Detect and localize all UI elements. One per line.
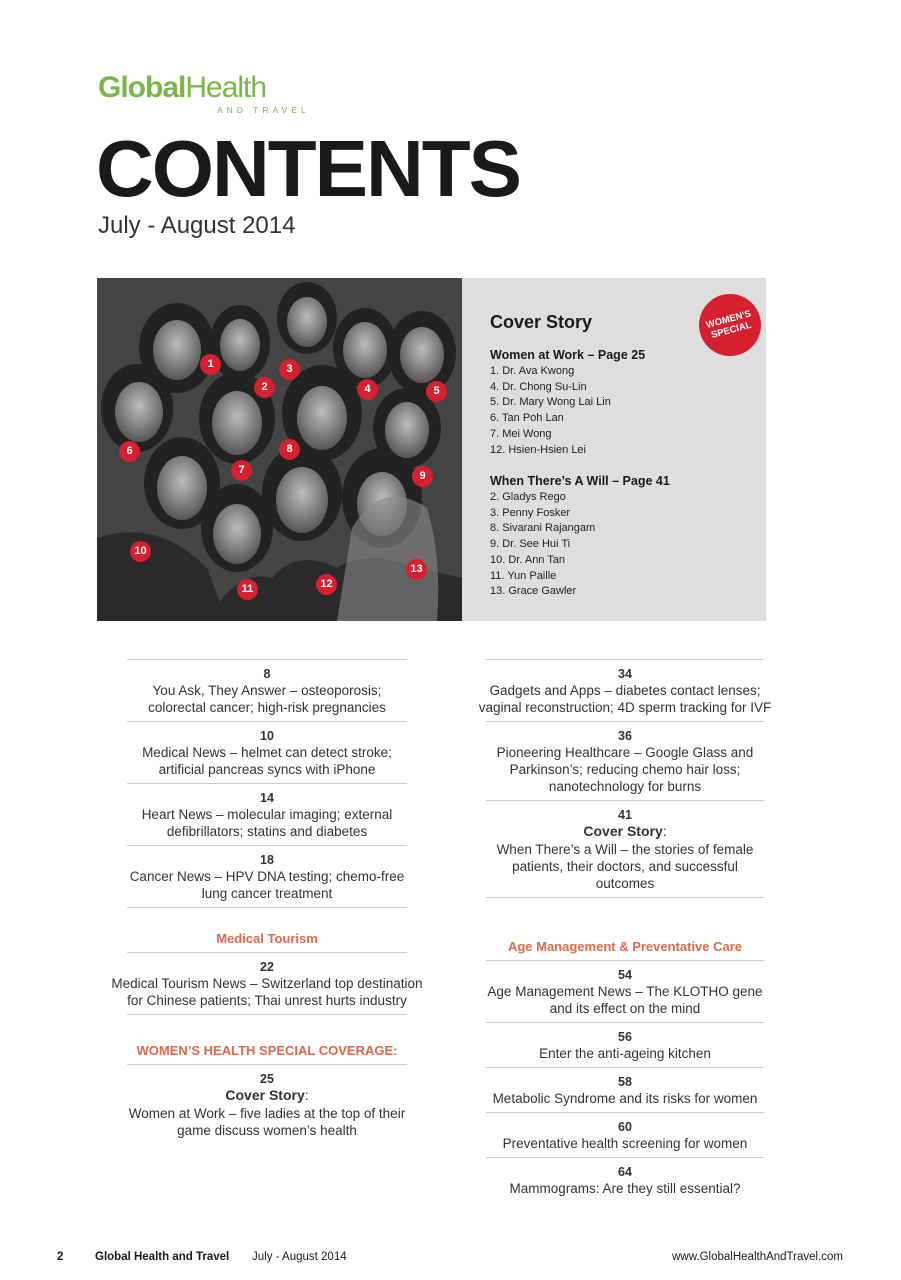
cover-story-block	[97, 278, 766, 621]
cover-photo	[97, 278, 462, 621]
page-number: 14	[260, 791, 274, 805]
entry-text: Mammograms: Are they still essential?	[509, 1181, 741, 1196]
cover-section-women-at-work: Women at Work – Page 25	[490, 348, 646, 362]
photo-marker-12: 12	[316, 574, 337, 595]
list-item: 11. Yun Paille	[490, 569, 557, 582]
list-item: 1. Dr. Ava Kwong	[490, 365, 575, 377]
list-item: 9. Dr. See Hui Ti	[490, 538, 571, 551]
list-item: 2. Gladys Rego	[490, 491, 566, 503]
photo-marker-7: 7	[231, 460, 252, 481]
list-item: 7. Mei Wong	[490, 427, 552, 440]
cover-story-heading: Cover Story	[490, 312, 593, 332]
toc-entry[interactable]	[127, 660, 407, 722]
entry-text: Metabolic Syndrome and its risks for women	[492, 1091, 758, 1106]
footer-page-number: 2	[57, 1251, 64, 1263]
toc-entry[interactable]	[486, 722, 764, 801]
page-number: 25	[260, 1072, 274, 1086]
toc-entry[interactable]	[486, 801, 764, 898]
toc-left-column	[127, 659, 407, 908]
section-heading: WOMEN’S HEALTH SPECIAL COVERAGE:	[127, 1041, 407, 1065]
photo-marker-9: 9	[412, 466, 433, 487]
footer-issue: July - August 2014	[252, 1251, 347, 1263]
colon: :	[304, 1087, 309, 1103]
entry-text: You Ask, They Answer – osteoporosis; colorectal cancer; high-risk pregnancies	[148, 683, 386, 715]
list-item: 12. Hsien-Hsien Lei	[490, 443, 586, 456]
page-number: 54	[618, 968, 632, 982]
womens-health-section	[127, 1041, 407, 1144]
issue-date: July - August 2014	[98, 212, 296, 239]
toc-entry[interactable]	[127, 784, 407, 846]
footer-url[interactable]: www.GlobalHealthAndTravel.com	[672, 1251, 843, 1263]
logo-subtitle: AND TRAVEL	[217, 105, 310, 115]
magazine-logo	[98, 71, 310, 115]
entry-text: Gadgets and Apps – diabetes contact lenses; vaginal reconstruction; 4D sperm tracking for IVF	[478, 683, 772, 715]
photo-marker-2: 2	[254, 377, 275, 398]
list-item: 13. Grace Gawler	[490, 585, 577, 598]
page-number: 36	[618, 729, 632, 743]
logo-brand-bold: Global	[98, 71, 186, 104]
list-item: 10. Dr. Ann Tan	[490, 553, 566, 566]
photo-marker-1: 1	[200, 354, 221, 375]
toc-right-column	[478, 659, 772, 898]
list-item: 3. Penny Fosker	[490, 506, 571, 519]
entry-text: Medical Tourism News – Switzerland top destination for Chinese patients; Thai unrest hurts industry	[111, 976, 423, 1008]
entry-text: Heart News – molecular imaging; external defibrillators; statins and diabetes	[141, 807, 393, 839]
photo-marker-3: 3	[279, 359, 300, 380]
section-heading: Medical Tourism	[127, 929, 407, 953]
entry-text: Pioneering Healthcare – Google Glass and Parkinson’s; reducing chemo hair loss; nanotechnology for burns	[496, 745, 754, 794]
women-at-work-list	[490, 364, 611, 458]
page-number: 60	[618, 1120, 632, 1134]
photo-marker-6: 6	[119, 441, 140, 462]
entry-text: Age Management News – The KLOTHO gene and its effect on the mind	[487, 984, 763, 1016]
page-number: 41	[618, 808, 632, 822]
photo-marker-4: 4	[357, 379, 378, 400]
age-management-section	[486, 937, 764, 1202]
page-number: 8	[263, 667, 271, 681]
photo-marker-8: 8	[279, 439, 300, 460]
page-number: 58	[618, 1075, 632, 1089]
entry-text: Preventative health screening for women	[502, 1136, 748, 1151]
cover-section-when-theres-a-will: When There’s A Will – Page 41	[490, 474, 670, 488]
page-number: 10	[260, 729, 274, 743]
entry-text: Medical News – helmet can detect stroke; artificial pancreas syncs with iPhone	[142, 745, 392, 777]
entry-text: Cancer News – HPV DNA testing; chemo-free lung cancer treatment	[129, 869, 405, 901]
logo-brand-light: Health	[185, 71, 267, 104]
entry-text: Enter the anti-ageing kitchen	[539, 1046, 711, 1061]
toc-entry[interactable]	[111, 953, 423, 1015]
badge-label: WOMEN'S SPECIAL	[704, 308, 753, 341]
footer-magazine-name: Global Health and Travel	[95, 1251, 230, 1263]
page-number: 22	[260, 960, 274, 974]
page-number: 18	[260, 853, 274, 867]
page-title: CONTENTS	[96, 124, 520, 213]
logo-wordmark	[98, 72, 266, 104]
when-theres-a-will-list	[490, 490, 595, 600]
list-item: 5. Dr. Mary Wong Lai Lin	[490, 396, 611, 409]
toc-entry[interactable]	[127, 1065, 407, 1144]
entry-text: Women at Work – five ladies at the top of their game discuss women’s health	[128, 1106, 406, 1138]
entry-label: Cover Story	[225, 1087, 305, 1103]
medical-tourism-section	[107, 929, 427, 1015]
toc-entry[interactable]	[127, 722, 407, 784]
photo-marker-13: 13	[406, 559, 427, 580]
entry-text: When There’s a Will – the stories of female patients, their doctors, and successful outcomes	[496, 842, 754, 891]
photo-marker-11: 11	[237, 579, 258, 600]
photo-marker-10: 10	[130, 541, 151, 562]
page-number: 64	[618, 1165, 632, 1179]
toc-entry[interactable]	[486, 1113, 764, 1158]
toc-entry[interactable]	[486, 1158, 764, 1202]
toc-entry[interactable]	[486, 961, 764, 1023]
entry-label: Cover Story	[583, 823, 663, 839]
toc-entry[interactable]	[486, 1068, 764, 1113]
page-number: 56	[618, 1030, 632, 1044]
list-item: 6. Tan Poh Lan	[490, 412, 564, 425]
list-item: 4. Dr. Chong Su-Lin	[490, 380, 587, 393]
toc-entry[interactable]	[486, 1023, 764, 1068]
toc-entry[interactable]	[127, 846, 407, 908]
colon: :	[662, 823, 667, 839]
list-item: 8. Sivarani Rajangam	[490, 522, 596, 535]
photo-marker-5: 5	[426, 381, 447, 402]
toc-entry[interactable]	[478, 660, 772, 722]
section-heading: Age Management & Preventative Care	[486, 937, 764, 961]
page-number: 34	[618, 667, 632, 681]
